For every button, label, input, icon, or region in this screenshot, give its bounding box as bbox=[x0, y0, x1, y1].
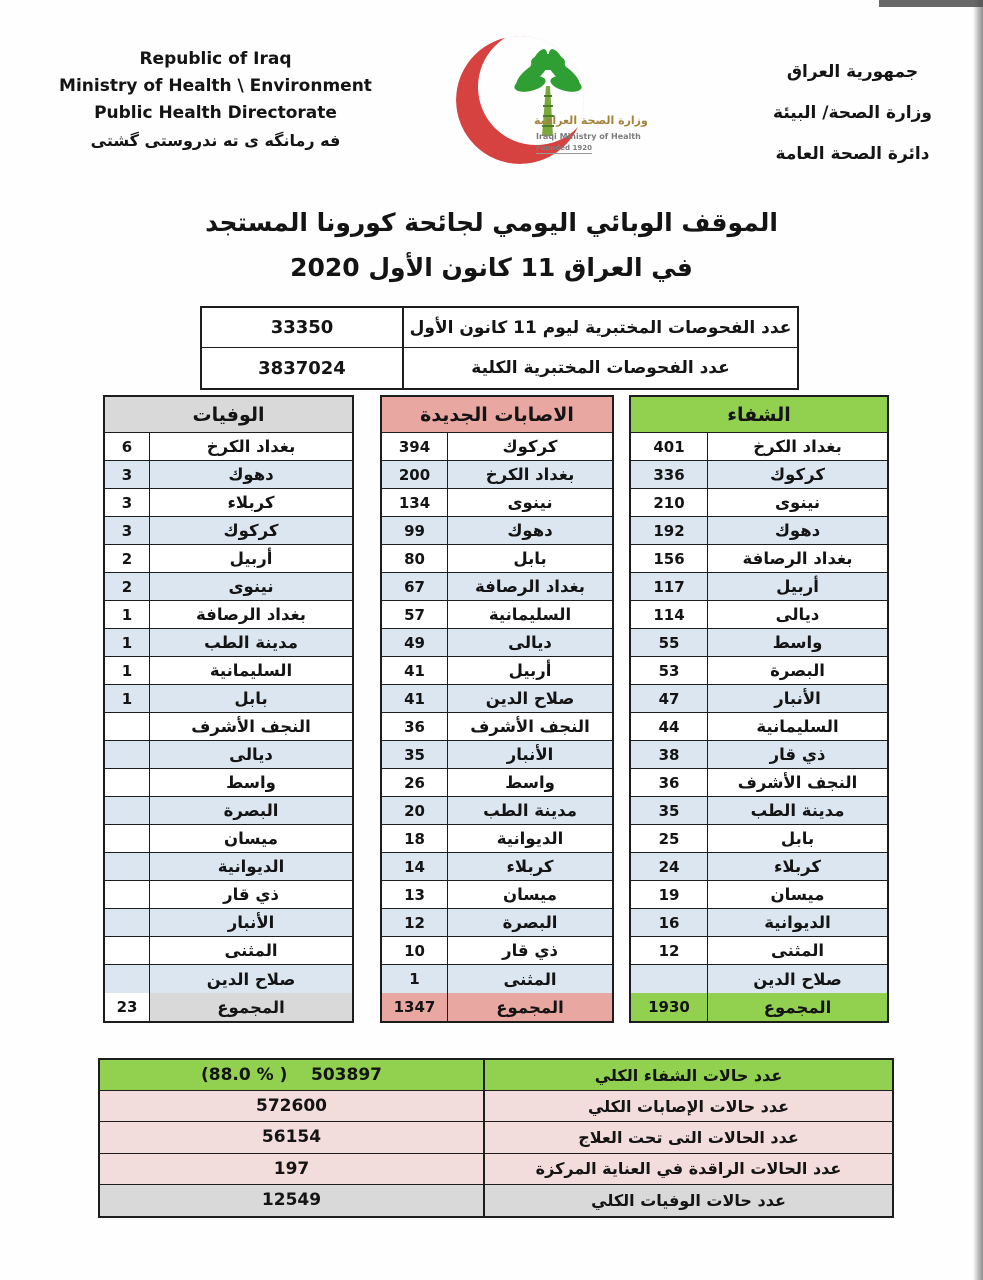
deaths-total-row bbox=[105, 993, 352, 1021]
report-title-line2: في العراق 11 كانون الأول 2020 bbox=[290, 253, 693, 282]
summary-row bbox=[100, 1091, 892, 1122]
deaths-table-row bbox=[105, 713, 352, 741]
lab-tests-row bbox=[202, 348, 797, 388]
new-infections-table-row bbox=[382, 965, 612, 993]
deaths-count-cell: 3 bbox=[105, 517, 150, 544]
deaths-count-cell bbox=[105, 853, 150, 880]
infections-count-cell: 41 bbox=[382, 657, 448, 684]
logo-arabic-name: وزارة الصحة العراقية bbox=[534, 114, 648, 127]
province-name-cell: بابل bbox=[780, 829, 815, 848]
recoveries-count-cell: 19 bbox=[631, 881, 708, 908]
recoveries-table-row bbox=[631, 461, 887, 489]
new-infections-table-row bbox=[382, 685, 612, 713]
recoveries-count-cell: 114 bbox=[631, 601, 708, 628]
infections-count-cell: 134 bbox=[382, 489, 448, 516]
infections-count-cell: 200 bbox=[382, 461, 448, 488]
new-infections-table-row bbox=[382, 881, 612, 909]
header-arabic-block bbox=[735, 52, 970, 175]
recoveries-table-header: الشفاء bbox=[631, 397, 887, 433]
recoveries-table bbox=[629, 395, 889, 1023]
deaths-table-row bbox=[105, 657, 352, 685]
deaths-total-value: 23 bbox=[105, 993, 150, 1021]
province-name-cell: نينوى bbox=[228, 577, 274, 596]
new-infections-total-row bbox=[382, 993, 612, 1021]
lab-tests-value-cell: 3837024 bbox=[202, 348, 404, 388]
province-name-cell: المثنى bbox=[503, 969, 557, 989]
recoveries-table-row bbox=[631, 825, 887, 853]
summary-table bbox=[98, 1058, 894, 1218]
province-name-cell: ميسان bbox=[502, 885, 558, 904]
infections-count-cell: 20 bbox=[382, 797, 448, 824]
new-infections-table-row bbox=[382, 769, 612, 797]
new-infections-total-value: 1347 bbox=[382, 993, 448, 1021]
header-line-ministry-ar: وزارة الصحة/ البيئة bbox=[773, 103, 932, 123]
province-name-cell: النجف الأشرف bbox=[191, 717, 311, 736]
logo-english-name: Iraqi Ministry of Health bbox=[536, 132, 641, 141]
recoveries-count-cell: 12 bbox=[631, 937, 708, 964]
province-name-cell: ميسان bbox=[770, 885, 825, 904]
recoveries-table-row bbox=[631, 629, 887, 657]
header-line-republic-ar: جمهورية العراق bbox=[786, 62, 919, 82]
new-infections-table-row bbox=[382, 909, 612, 937]
summary-value-cell: 197 bbox=[100, 1154, 485, 1184]
deaths-table-row bbox=[105, 909, 352, 937]
ministry-logo bbox=[448, 16, 666, 181]
recoveries-count-cell: 210 bbox=[631, 489, 708, 516]
deaths-count-cell bbox=[105, 825, 150, 852]
infections-count-cell: 49 bbox=[382, 629, 448, 656]
province-name-cell: كركوك bbox=[502, 437, 558, 456]
recoveries-total-row bbox=[631, 993, 887, 1021]
province-name-cell: مدينة الطب bbox=[483, 801, 577, 820]
province-name-cell: ديالى bbox=[775, 605, 820, 624]
province-name-cell: بابل bbox=[234, 689, 268, 708]
province-name-cell: واسط bbox=[226, 773, 276, 792]
deaths-table-row bbox=[105, 629, 352, 657]
recoveries-table-row bbox=[631, 741, 887, 769]
province-name-cell: كربلاء bbox=[506, 857, 554, 876]
new-infections-table-row bbox=[382, 433, 612, 461]
province-name-cell: كربلاء bbox=[227, 493, 275, 512]
lab-tests-label-cell: عدد الفحوصات المختبرية ليوم 11 كانون الأول bbox=[409, 317, 792, 338]
province-name-cell: أربيل bbox=[229, 549, 273, 568]
infections-count-cell: 1 bbox=[382, 965, 448, 993]
recoveries-count-cell: 55 bbox=[631, 629, 708, 656]
infections-count-cell: 12 bbox=[382, 909, 448, 936]
deaths-count-cell: 3 bbox=[105, 489, 150, 516]
crescent-palm-logo-graphic bbox=[448, 16, 666, 181]
recoveries-count-cell: 156 bbox=[631, 545, 708, 572]
summary-row bbox=[100, 1060, 892, 1091]
recoveries-count-cell: 117 bbox=[631, 573, 708, 600]
province-name-cell: واسط bbox=[772, 633, 823, 652]
province-name-cell: أربيل bbox=[776, 577, 819, 596]
summary-label-cell: عدد حالات الشفاء الكلي bbox=[594, 1065, 783, 1085]
summary-label-cell: عدد الحالات التى تحت العلاج bbox=[578, 1127, 799, 1147]
recoveries-count-cell: 16 bbox=[631, 909, 708, 936]
recoveries-count-cell: 38 bbox=[631, 741, 708, 768]
header-line-ministry: Ministry of Health \ Environment bbox=[59, 76, 372, 96]
province-name-cell: بغداد الكرخ bbox=[753, 437, 842, 456]
deaths-table-body bbox=[105, 433, 352, 993]
new-infections-table-row bbox=[382, 825, 612, 853]
province-name-cell: البصرة bbox=[223, 801, 279, 820]
deaths-count-cell bbox=[105, 741, 150, 768]
province-name-cell: كركوك bbox=[770, 465, 825, 484]
deaths-count-cell bbox=[105, 769, 150, 796]
new-infections-table-body bbox=[382, 433, 612, 993]
report-title bbox=[0, 200, 983, 290]
recoveries-count-cell bbox=[631, 965, 708, 993]
summary-value-cell: (88.0 % ) 503897 bbox=[100, 1060, 485, 1090]
new-infections-table-row bbox=[382, 937, 612, 965]
deaths-table-row bbox=[105, 965, 352, 993]
deaths-table-row bbox=[105, 881, 352, 909]
deaths-count-cell bbox=[105, 937, 150, 964]
province-name-cell: البصرة bbox=[502, 913, 558, 932]
infections-count-cell: 35 bbox=[382, 741, 448, 768]
deaths-count-cell bbox=[105, 713, 150, 740]
photo-corner-mark bbox=[879, 0, 983, 7]
new-infections-table-row bbox=[382, 601, 612, 629]
recoveries-table-row bbox=[631, 573, 887, 601]
recoveries-count-cell: 47 bbox=[631, 685, 708, 712]
deaths-count-cell: 6 bbox=[105, 433, 150, 460]
recoveries-table-row bbox=[631, 517, 887, 545]
deaths-count-cell bbox=[105, 965, 150, 993]
province-name-cell: مدينة الطب bbox=[750, 801, 845, 820]
header-english-block bbox=[58, 46, 373, 154]
infections-count-cell: 57 bbox=[382, 601, 448, 628]
summary-label-cell: عدد حالات الوفيات الكلي bbox=[591, 1190, 786, 1210]
province-name-cell: الأنبار bbox=[506, 745, 554, 764]
header-line-directorate-ar: دائرة الصحة العامة bbox=[775, 144, 930, 164]
recoveries-count-cell: 336 bbox=[631, 461, 708, 488]
deaths-count-cell: 1 bbox=[105, 685, 150, 712]
infections-count-cell: 10 bbox=[382, 937, 448, 964]
recoveries-table-row bbox=[631, 545, 887, 573]
summary-row bbox=[100, 1154, 892, 1185]
recoveries-table-row bbox=[631, 713, 887, 741]
recoveries-table-row bbox=[631, 797, 887, 825]
deaths-count-cell: 2 bbox=[105, 573, 150, 600]
header-line-directorate: Public Health Directorate bbox=[94, 103, 337, 123]
recoveries-table-row bbox=[631, 433, 887, 461]
lab-tests-value-cell: 33350 bbox=[202, 308, 404, 347]
summary-row bbox=[100, 1122, 892, 1153]
province-name-cell: ذي قار bbox=[223, 885, 279, 904]
summary-row bbox=[100, 1185, 892, 1216]
lab-tests-row bbox=[202, 308, 797, 348]
new-infections-table-row bbox=[382, 517, 612, 545]
recoveries-table-row bbox=[631, 881, 887, 909]
province-name-cell: صلاح الدين bbox=[485, 689, 575, 708]
new-infections-table-row bbox=[382, 573, 612, 601]
province-name-cell: صلاح الدين bbox=[206, 969, 296, 989]
province-name-cell: كربلاء bbox=[773, 857, 822, 876]
infections-count-cell: 18 bbox=[382, 825, 448, 852]
recoveries-table-row bbox=[631, 937, 887, 965]
recoveries-table-row bbox=[631, 769, 887, 797]
recoveries-count-cell: 25 bbox=[631, 825, 708, 852]
new-infections-table-row bbox=[382, 545, 612, 573]
deaths-count-cell: 1 bbox=[105, 629, 150, 656]
recoveries-count-cell: 36 bbox=[631, 769, 708, 796]
recoveries-total-label: المجموع bbox=[708, 993, 887, 1021]
new-infections-table-row bbox=[382, 489, 612, 517]
province-name-cell: بغداد الرصافة bbox=[742, 549, 853, 568]
province-name-cell: ميسان bbox=[223, 829, 279, 848]
province-name-cell: السليمانية bbox=[756, 717, 839, 736]
province-name-cell: صلاح الدين bbox=[753, 969, 842, 989]
province-name-cell: أربيل bbox=[508, 661, 552, 680]
deaths-table-row bbox=[105, 825, 352, 853]
lab-tests-label-cell: عدد الفحوصات المختبرية الكلية bbox=[471, 358, 730, 378]
summary-value-cell: 572600 bbox=[100, 1091, 485, 1121]
province-name-cell: بغداد الكرخ bbox=[206, 437, 296, 456]
recoveries-table-row bbox=[631, 853, 887, 881]
deaths-count-cell: 1 bbox=[105, 657, 150, 684]
province-name-cell: البصرة bbox=[770, 661, 825, 680]
infections-count-cell: 99 bbox=[382, 517, 448, 544]
infections-count-cell: 394 bbox=[382, 433, 448, 460]
recoveries-count-cell: 44 bbox=[631, 713, 708, 740]
new-infections-table-row bbox=[382, 853, 612, 881]
deaths-count-cell: 3 bbox=[105, 461, 150, 488]
infections-count-cell: 14 bbox=[382, 853, 448, 880]
province-name-cell: دهوك bbox=[507, 521, 553, 540]
deaths-table-row bbox=[105, 685, 352, 713]
logo-founded-text: Founded 1920 bbox=[536, 144, 592, 152]
deaths-table-row bbox=[105, 517, 352, 545]
recoveries-count-cell: 53 bbox=[631, 657, 708, 684]
header-line-kurdish: فه رمانگه ی ته ندروستی گشتی bbox=[90, 131, 341, 150]
new-infections-table-row bbox=[382, 797, 612, 825]
deaths-table-row bbox=[105, 937, 352, 965]
province-name-cell: بغداد الرصافة bbox=[196, 605, 306, 624]
recoveries-count-cell: 192 bbox=[631, 517, 708, 544]
deaths-table-row bbox=[105, 741, 352, 769]
infections-count-cell: 41 bbox=[382, 685, 448, 712]
deaths-table-row bbox=[105, 545, 352, 573]
province-name-cell: الديوانية bbox=[764, 913, 831, 932]
deaths-table-row bbox=[105, 461, 352, 489]
province-name-cell: النجف الأشرف bbox=[470, 717, 590, 736]
new-infections-table-row bbox=[382, 713, 612, 741]
province-name-cell: مدينة الطب bbox=[204, 633, 298, 652]
summary-label-cell: عدد حالات الإصابات الكلي bbox=[587, 1096, 790, 1116]
new-infections-table-row bbox=[382, 461, 612, 489]
recoveries-count-cell: 24 bbox=[631, 853, 708, 880]
province-name-cell: الأنبار bbox=[227, 913, 275, 932]
new-infections-table-row bbox=[382, 629, 612, 657]
province-name-cell: نينوى bbox=[507, 493, 553, 512]
deaths-table-row bbox=[105, 573, 352, 601]
lab-tests-table bbox=[200, 306, 799, 390]
new-infections-table-row bbox=[382, 657, 612, 685]
province-name-cell: السليمانية bbox=[209, 661, 293, 680]
province-name-cell: واسط bbox=[505, 773, 555, 792]
province-name-cell: الديوانية bbox=[217, 857, 285, 876]
deaths-table-row bbox=[105, 797, 352, 825]
province-name-cell: كركوك bbox=[223, 521, 279, 540]
province-name-cell: دهوك bbox=[774, 521, 821, 540]
province-name-cell: ذي قار bbox=[502, 941, 558, 960]
province-name-cell: بابل bbox=[513, 549, 547, 568]
deaths-count-cell bbox=[105, 881, 150, 908]
infections-count-cell: 36 bbox=[382, 713, 448, 740]
recoveries-table-row bbox=[631, 685, 887, 713]
header-line-republic: Republic of Iraq bbox=[139, 49, 292, 69]
infections-count-cell: 13 bbox=[382, 881, 448, 908]
province-name-cell: بغداد الرصافة bbox=[475, 577, 585, 596]
province-name-cell: بغداد الكرخ bbox=[485, 465, 575, 484]
deaths-table-row bbox=[105, 433, 352, 461]
province-name-cell: المثنى bbox=[224, 941, 278, 960]
infections-count-cell: 67 bbox=[382, 573, 448, 600]
summary-label-cell: عدد الحالات الراقدة في العناية المركزة bbox=[535, 1159, 842, 1179]
deaths-count-cell: 2 bbox=[105, 545, 150, 572]
deaths-table-row bbox=[105, 769, 352, 797]
deaths-table bbox=[103, 395, 354, 1023]
summary-value-cell: 12549 bbox=[100, 1185, 485, 1216]
report-title-line1: الموقف الوبائي اليومي لجائحة كورونا المستجد bbox=[205, 208, 778, 237]
new-infections-table-row bbox=[382, 741, 612, 769]
province-name-cell: ذي قار bbox=[769, 745, 826, 764]
new-infections-table-header: الاصابات الجديدة bbox=[382, 397, 612, 433]
deaths-table-row bbox=[105, 853, 352, 881]
recoveries-count-cell: 35 bbox=[631, 797, 708, 824]
new-infections-total-label: المجموع bbox=[448, 993, 612, 1021]
new-infections-table bbox=[380, 395, 614, 1023]
recoveries-table-body bbox=[631, 433, 887, 993]
province-name-cell: الأنبار bbox=[774, 689, 821, 708]
province-name-cell: ديالى bbox=[508, 633, 552, 652]
province-name-cell: السليمانية bbox=[488, 605, 572, 624]
recoveries-table-row bbox=[631, 965, 887, 993]
recoveries-count-cell: 401 bbox=[631, 433, 708, 460]
deaths-count-cell bbox=[105, 909, 150, 936]
province-name-cell: دهوك bbox=[228, 465, 274, 484]
province-name-cell: الديوانية bbox=[496, 829, 564, 848]
deaths-total-label: المجموع bbox=[150, 993, 352, 1021]
province-name-cell: المثنى bbox=[770, 941, 825, 960]
summary-value-cell: 56154 bbox=[100, 1122, 485, 1152]
province-name-cell: نينوى bbox=[774, 493, 821, 512]
recoveries-table-row bbox=[631, 657, 887, 685]
deaths-count-cell bbox=[105, 797, 150, 824]
infections-count-cell: 80 bbox=[382, 545, 448, 572]
deaths-table-row bbox=[105, 601, 352, 629]
deaths-table-row bbox=[105, 489, 352, 517]
province-name-cell: النجف الأشرف bbox=[737, 773, 858, 792]
recoveries-total-value: 1930 bbox=[631, 993, 708, 1021]
deaths-count-cell: 1 bbox=[105, 601, 150, 628]
infections-count-cell: 26 bbox=[382, 769, 448, 796]
recoveries-table-row bbox=[631, 489, 887, 517]
photo-edge-shadow bbox=[973, 0, 983, 1280]
deaths-table-header: الوفيات bbox=[105, 397, 352, 433]
recoveries-table-row bbox=[631, 909, 887, 937]
province-name-cell: ديالى bbox=[229, 745, 273, 764]
recoveries-table-row bbox=[631, 601, 887, 629]
